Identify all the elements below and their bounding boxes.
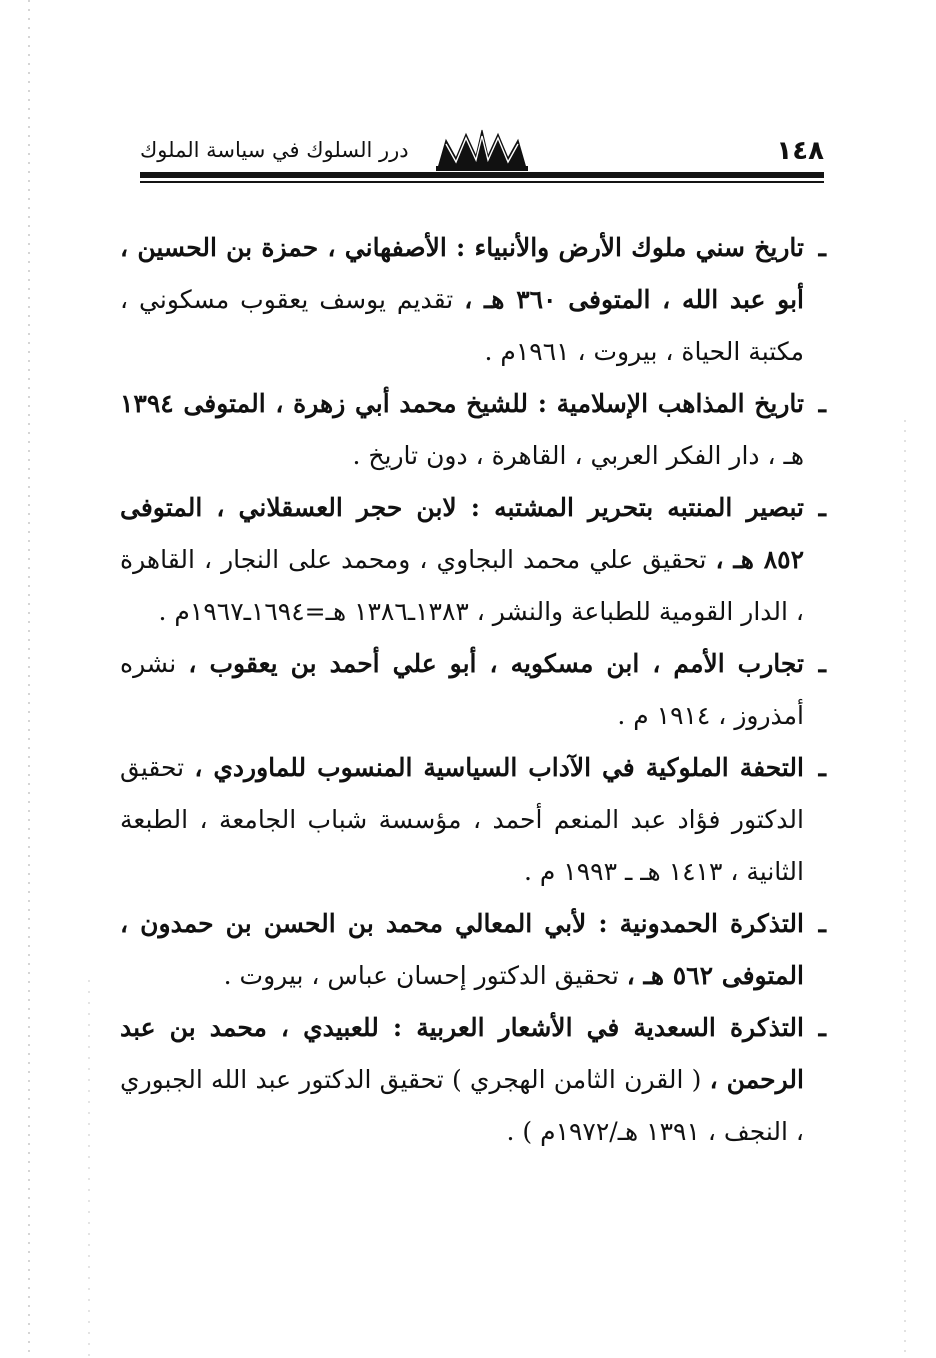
entry-dash: ـ bbox=[818, 389, 826, 418]
bibliography-entry bbox=[120, 482, 826, 638]
bibliography-entry bbox=[120, 742, 826, 898]
header-rule-thin bbox=[140, 181, 824, 183]
entry-details: نشره أمذروز ، ١٩١٤ م . bbox=[120, 649, 804, 730]
bibliography-entry bbox=[120, 898, 826, 1002]
bibliography-entry bbox=[120, 638, 826, 742]
page-header bbox=[140, 118, 824, 190]
entry-details: تحقيق الدكتور فؤاد عبد المنعم أحمد ، مؤسسة شباب الجامعة ، الطبعة الثانية ، ١٤١٣ هـ ـ ١٩٩٣ م . bbox=[120, 753, 804, 886]
entry-title: تاريخ المذاهب الإسلامية : للشيخ محمد أبي زهرة ، المتوفى ١٣٩٤ bbox=[120, 389, 804, 418]
bibliography-entry bbox=[120, 222, 826, 378]
scan-edge-dots bbox=[904, 420, 906, 1358]
entry-title: التذكرة السعدية في الأشعار العربية : للعبيدي ، محمد بن عبد الرحمن ، bbox=[120, 1013, 804, 1094]
entry-title: تجارب الأمم ، ابن مسكويه ، أبو علي أحمد بن يعقوب ، bbox=[188, 649, 804, 678]
crown-ornament-icon bbox=[432, 128, 532, 172]
entry-dash: ـ bbox=[818, 493, 826, 522]
header-rule bbox=[140, 172, 824, 178]
entry-dash: ـ bbox=[818, 233, 826, 262]
scan-edge-dots bbox=[88, 980, 90, 1358]
scan-edge-dots bbox=[28, 0, 30, 1358]
entry-dash: ـ bbox=[818, 909, 826, 938]
entry-dash: ـ bbox=[818, 649, 826, 678]
entry-title: التحفة الملوكية في الآداب السياسية المنسوب للماوردي ، bbox=[194, 753, 804, 782]
entry-details: تحقيق الدكتور إحسان عباس ، بيروت . bbox=[223, 961, 619, 990]
entry-dash: ـ bbox=[818, 753, 826, 782]
entry-dash: ـ bbox=[818, 1013, 826, 1042]
entry-title: تاريخ سني ملوك الأرض والأنبياء : الأصفهاني ، حمزة بن الحسين ، أبو عبد الله ، المتوفى ٣٦٠ هـ ، bbox=[120, 233, 804, 314]
book-title: درر السلوك في سياسة الملوك bbox=[140, 138, 409, 162]
bibliography-entry bbox=[120, 378, 826, 482]
entry-title: التذكرة الحمدونية : لأبي المعالي محمد بن الحسن بن حمدون ، المتوفى ٥٦٢ هـ ، bbox=[120, 909, 804, 990]
entry-details: تقديم يوسف يعقوب مسكوني ، مكتبة الحياة ، بيروت ، ١٩٦١م . bbox=[120, 285, 804, 366]
entry-details: هـ ، دار الفكر العربي ، القاهرة ، دون تاريخ . bbox=[352, 441, 804, 470]
page-number: ١٤٨ bbox=[776, 136, 824, 166]
bibliography-entry bbox=[120, 1002, 826, 1158]
bibliography-list bbox=[120, 222, 826, 1158]
entry-details: ( القرن الثامن الهجري ) تحقيق الدكتور عبد الله الجبوري ، النجف ، ١٣٩١ هـ/١٩٧٢م ) . bbox=[120, 1065, 804, 1146]
entry-details: تحقيق علي محمد البجاوي ، ومحمد على النجار ، القاهرة ، الدار القومية للطباعة والنشر ، ١٣٨٣ـ١٣٨٦ هـ=١٦٩٤ـ١٩٦٧م . bbox=[120, 545, 804, 626]
entry-title: تبصير المنتبه بتحرير المشتبه : لابن حجر العسقلاني ، المتوفى ٨٥٢ هـ ، bbox=[120, 493, 805, 574]
